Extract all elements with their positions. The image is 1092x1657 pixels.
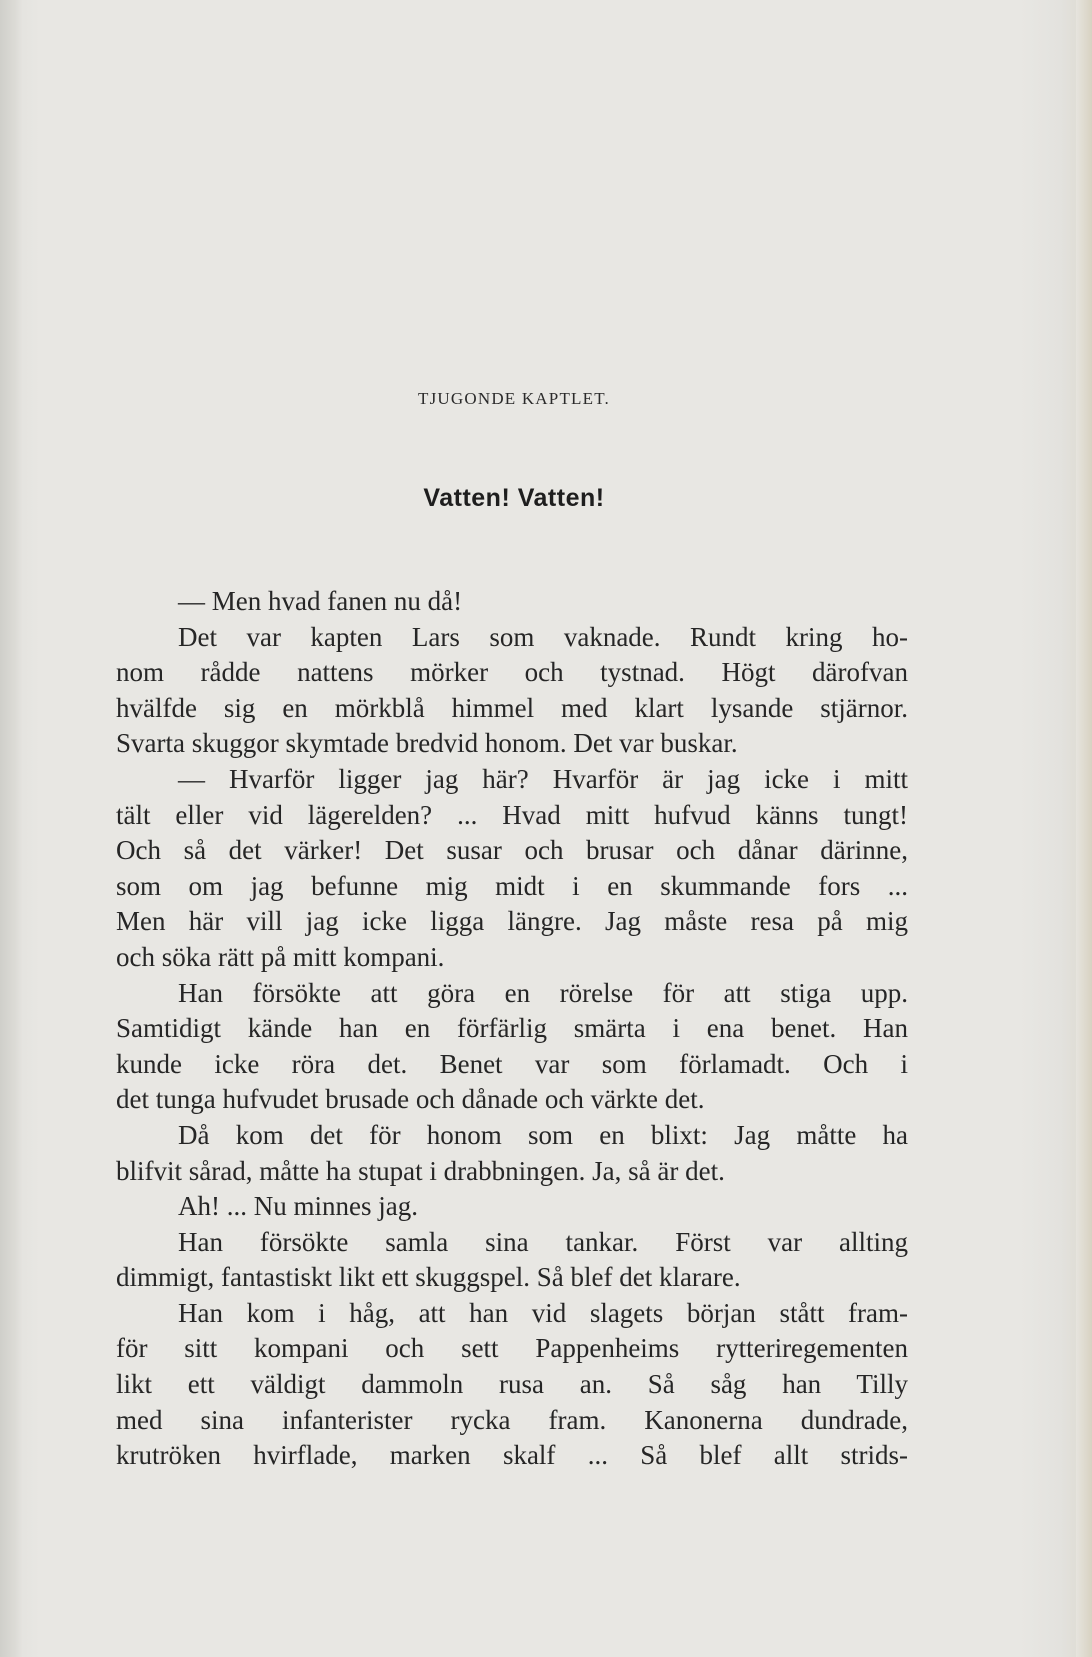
text-line: Då kom det för honom som en blixt: Jag måtte ha: [178, 1119, 908, 1150]
text-line: Och så det värker! Det susar och brusar och dånar därinne,: [116, 835, 908, 866]
text-line: Ah! ... Nu minnes jag.: [178, 1191, 418, 1222]
page-outer-edge: [1076, 0, 1092, 1657]
text-line: det tunga hufvudet brusade och dånade och värkte det.: [116, 1084, 705, 1115]
text-line: likt ett väldigt dammoln rusa an. Så såg han Tilly: [116, 1369, 908, 1400]
text-line: Svarta skuggor skymtade bredvid honom. Det var buskar.: [116, 728, 738, 759]
text-line: Det var kapten Lars som vaknade. Rundt kring ho-: [178, 621, 908, 652]
text-line: Men här vill jag icke ligga längre. Jag måste resa på mig: [116, 906, 908, 937]
text-line: blifvit sårad, måtte ha stupat i drabbningen. Ja, så är det.: [116, 1155, 725, 1186]
text-line: med sina infanterister rycka fram. Kanonerna dundrade,: [116, 1404, 908, 1435]
chapter-title: Vatten! Vatten!: [423, 484, 605, 512]
text-line: tält eller vid lägerelden? ... Hvad mitt hufvud känns tungt!: [116, 799, 908, 830]
text-line: Han kom i håg, att han vid slagets början stått fram-: [178, 1297, 908, 1328]
text-line: och söka rätt på mitt kompani.: [116, 941, 445, 972]
text-line: kunde icke röra det. Benet var som förlamadt. Och i: [116, 1048, 908, 1079]
text-line: hvälfde sig en mörkblå himmel med klart lysande stjärnor.: [116, 692, 908, 723]
text-line: — Hvarför ligger jag här? Hvarför är jag icke i mitt: [178, 763, 908, 794]
text-line: nom rådde nattens mörker och tystnad. Högt därofvan: [116, 657, 908, 688]
text-line: Han försökte samla sina tankar. Först var allting: [178, 1226, 908, 1257]
body-text: [116, 584, 908, 1474]
text-line: för sitt kompani och sett Pappenheims rytteriregementen: [116, 1333, 908, 1364]
text-line: som om jag befunne mig midt i en skummande fors ...: [116, 870, 908, 901]
chapter-heading: TJUGONDE KAPTLET.: [418, 389, 610, 408]
text-line: Han försökte att göra en rörelse för att stiga upp.: [178, 977, 908, 1008]
text-line: dimmigt, fantastiskt likt ett skuggspel. Så blef det klarare.: [116, 1262, 741, 1293]
text-line: Samtidigt kände han en förfärlig smärta i ena benet. Han: [116, 1013, 908, 1044]
text-line: — Men hvad fanen nu då!: [178, 586, 463, 616]
text-line: krutröken hvirflade, marken skalf ... Så blef allt strids-: [116, 1440, 908, 1471]
page-binding-edge: [0, 0, 22, 1657]
